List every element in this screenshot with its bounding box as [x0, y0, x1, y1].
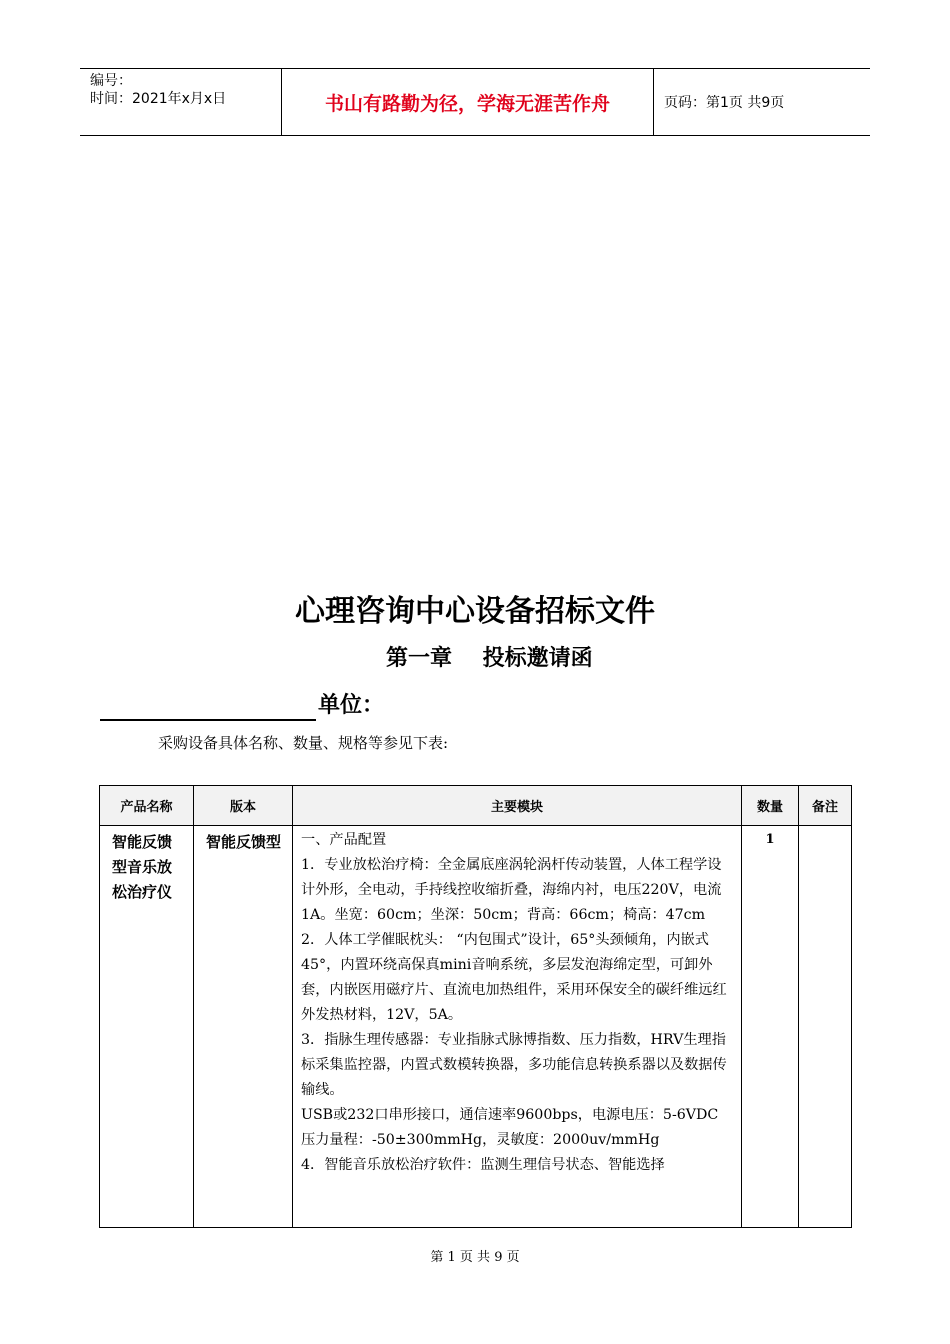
header-version: 版本 — [194, 786, 293, 826]
time-label: 时间：2021年x月x日 — [90, 91, 227, 107]
header-page-info: 页码：第1页 共9页 — [664, 95, 785, 111]
cell-product-name: 智能反馈型音乐放松治疗仪 — [100, 826, 194, 1228]
header-product-name: 产品名称 — [100, 786, 194, 826]
unit-blank-underline — [100, 694, 316, 721]
module-line: 2．人体工学催眠枕头： “内包围式”设计，65°头颈倾角，内嵌式45°，内置环绕高保真mini音响系统，多层发泡海绵定型，可卸外套，内嵌医用磁疗片、直流电加热组件，采用环保安全的碳纤维远红外发热材料，12V，5A。 — [301, 932, 727, 1023]
cell-version: 智能反馈型 — [194, 826, 293, 1228]
table-header-row — [100, 786, 852, 826]
module-line: 1．专业放松治疗椅：全金属底座涡轮涡杆传动装置，人体工程学设计外形，全电动，手持线控收缩折叠，海绵内衬，电压220V，电流1A。坐宽：60cm；坐深：50cm；背高：66cm；椅高：47cm — [301, 857, 722, 923]
module-line: 压力量程：-50±300mmHg，灵敏度：2000uv/mmHg — [301, 1132, 660, 1148]
unit-line — [100, 691, 384, 721]
page-footer: 第 1 页 共 9 页 — [430, 1250, 520, 1265]
header-left-cell — [80, 69, 282, 135]
document-title: 心理咨询中心设备招标文件 — [295, 594, 655, 629]
header-quantity: 数量 — [742, 786, 799, 826]
module-line: 4．智能音乐放松治疗软件：监测生理信号状态、智能选择 — [301, 1157, 665, 1173]
table-row — [100, 826, 852, 1228]
cell-main-modules — [293, 826, 742, 1228]
module-line: USB或232口串形接口，通信速率9600bps，电源电压：5-6VDC — [301, 1107, 719, 1123]
intro-text: 采购设备具体名称、数量、规格等参见下表: — [158, 734, 449, 752]
number-label: 编号： — [90, 73, 132, 89]
header-main-modules: 主要模块 — [293, 786, 742, 826]
chapter-heading: 第一章 投标邀请函 — [386, 646, 593, 671]
cell-remark — [799, 826, 852, 1228]
module-line: 3．指脉生理传感器：专业指脉式脉博指数、压力指数，HRV生理指标采集监控器，内置式数模转换器，多功能信息转换系器以及数据传输线。 — [301, 1032, 727, 1098]
header-motto: 书山有路勤为径，学海无涯苦作舟 — [282, 69, 654, 135]
unit-label: 单位： — [318, 693, 385, 718]
header-remark: 备注 — [799, 786, 852, 826]
cell-quantity: 1 — [742, 826, 799, 1228]
equipment-spec-table — [99, 785, 852, 1228]
module-line: 一、产品配置 — [301, 832, 387, 848]
page-header-table — [80, 68, 870, 136]
